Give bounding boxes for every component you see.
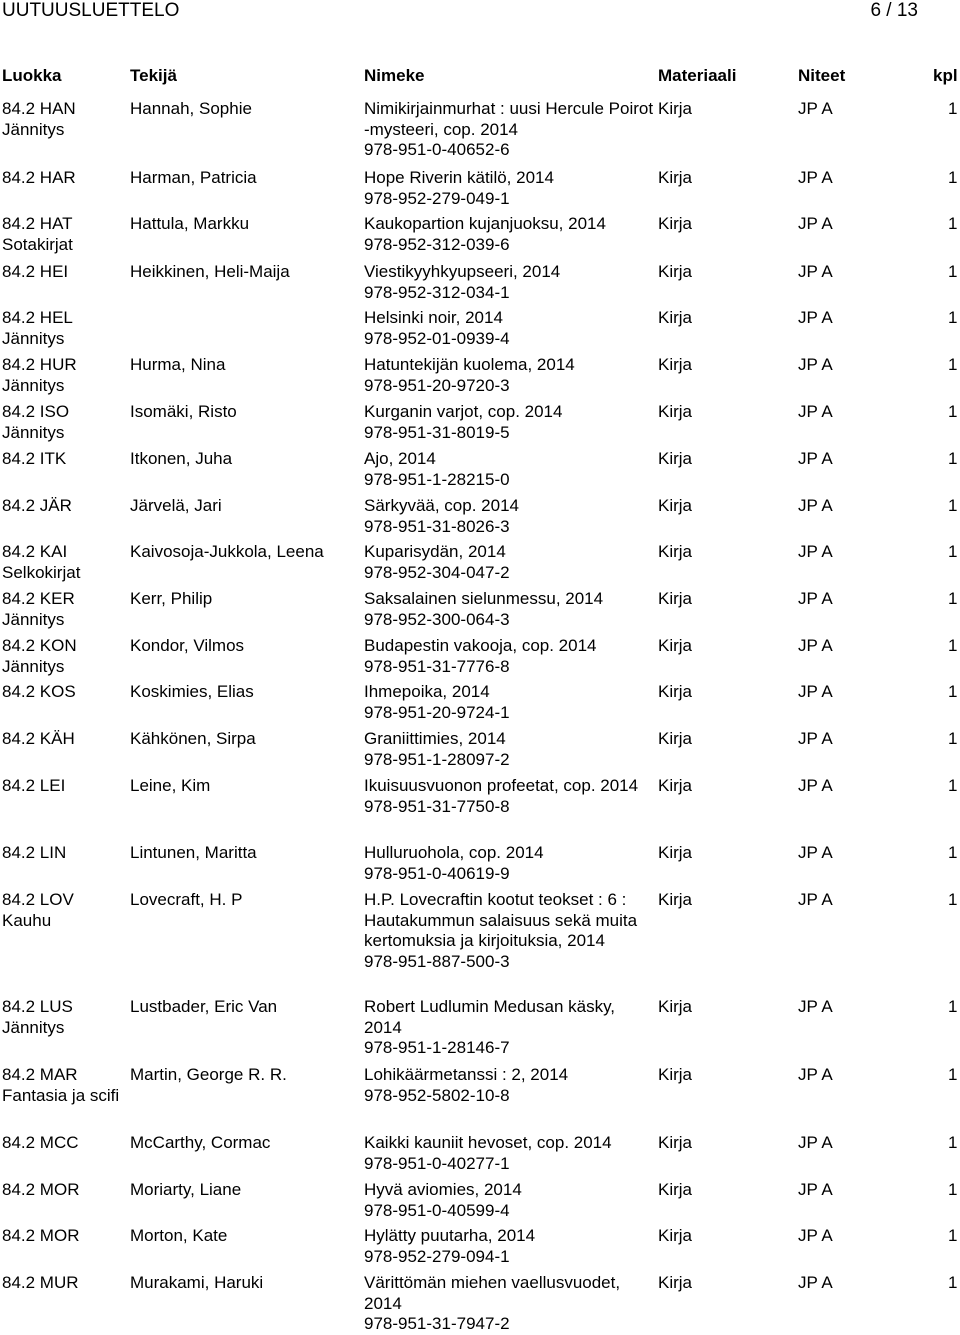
isbn-text: 978-951-0-40652-6	[364, 140, 510, 159]
cell-luokka: 84.2 JÄR	[2, 496, 72, 515]
cell-luokka: 84.2 ITK	[2, 449, 67, 468]
cell-tekija: Isomäki, Risto	[130, 402, 237, 421]
cell-nimeke	[364, 843, 654, 884]
isbn-text: 978-952-304-047-2	[364, 562, 510, 582]
cell-materiaali: Kirja	[658, 496, 693, 515]
cell-materiaali: Kirja	[658, 843, 693, 862]
cell-tekija: Lustbader, Eric Van	[130, 997, 278, 1016]
cell-kpl: 1	[948, 890, 958, 909]
cell-tekija: Heikkinen, Heli-Maija	[130, 262, 290, 281]
cell-nimeke	[364, 682, 654, 723]
title-text: Kuparisydän, 2014	[364, 542, 506, 561]
cell-luokka: 84.2 LIN	[2, 843, 67, 862]
cell-kpl: 1	[948, 402, 958, 421]
cell-luokka: 84.2 MOR	[2, 1226, 80, 1245]
cell-niteet: JP A	[798, 308, 833, 327]
cell-materiaali: Kirja	[658, 214, 693, 233]
cell-materiaali: Kirja	[658, 1065, 693, 1084]
cell-nimeke	[364, 168, 654, 209]
isbn-text: 978-952-279-094-1	[364, 1246, 510, 1266]
cell-niteet: JP A	[798, 997, 833, 1016]
title-text: Ihmepoika, 2014	[364, 682, 490, 701]
cell-nimeke	[364, 1065, 654, 1106]
title-text: Kaukopartion kujanjuoksu, 2014	[364, 214, 606, 233]
cell-kpl: 1	[948, 636, 958, 655]
cell-tekija: Kondor, Vilmos	[130, 636, 245, 655]
cell-luokka: 84.2 KON Jännitys	[2, 636, 77, 676]
title-text: Lohikäärmetanssi : 2, 2014	[364, 1065, 569, 1084]
cell-tekija: Järvelä, Jari	[130, 496, 222, 515]
title-text: Saksalainen sielunmessu, 2014	[364, 589, 604, 608]
cell-materiaali: Kirja	[658, 682, 693, 701]
cell-niteet: JP A	[798, 1273, 833, 1292]
cell-luokka: 84.2 KOS	[2, 682, 76, 701]
cell-tekija: Itkonen, Juha	[130, 449, 233, 468]
cell-luokka: 84.2 HAT Sotakirjat	[2, 214, 73, 254]
cell-materiaali: Kirja	[658, 449, 693, 468]
isbn-text: 978-951-0-40599-4	[364, 1200, 510, 1220]
cell-nimeke	[364, 1273, 654, 1335]
cell-luokka: 84.2 KÄH	[2, 729, 75, 748]
cell-nimeke	[364, 1226, 654, 1267]
cell-kpl: 1	[948, 99, 958, 118]
column-header-kpl: kpl	[933, 66, 958, 85]
cell-niteet: JP A	[798, 496, 833, 515]
cell-kpl: 1	[948, 542, 958, 561]
cell-luokka: 84.2 MAR Fantasia ja scifi	[2, 1065, 120, 1105]
cell-materiaali: Kirja	[658, 99, 693, 118]
cell-niteet: JP A	[798, 729, 833, 748]
cell-nimeke	[364, 449, 654, 490]
cell-kpl: 1	[948, 843, 958, 862]
cell-nimeke	[364, 1180, 654, 1221]
title-text: Särkyvää, cop. 2014	[364, 496, 519, 515]
title-text: Värittömän miehen vaellusvuodet, 2014	[364, 1273, 621, 1313]
cell-luokka: 84.2 HUR Jännitys	[2, 355, 77, 395]
cell-materiaali: Kirja	[658, 589, 693, 608]
cell-kpl: 1	[948, 168, 958, 187]
cell-materiaali: Kirja	[658, 729, 693, 748]
cell-tekija: McCarthy, Cormac	[130, 1133, 271, 1152]
cell-niteet: JP A	[798, 1065, 833, 1084]
cell-materiaali: Kirja	[658, 636, 693, 655]
cell-materiaali: Kirja	[658, 355, 693, 374]
page-counter: 6 / 13	[870, 0, 918, 21]
cell-kpl: 1	[948, 1273, 958, 1292]
cell-luokka: 84.2 MOR	[2, 1180, 80, 1199]
title-text: H.P. Lovecraftin kootut teokset : 6 : Hautakummun salaisuus sekä muita kertomuksia ja kirjoituksia, 2014	[364, 890, 638, 950]
isbn-text: 978-951-31-8019-5	[364, 422, 510, 442]
cell-kpl: 1	[948, 449, 958, 468]
cell-materiaali: Kirja	[658, 776, 693, 795]
isbn-text: 978-951-1-28146-7	[364, 1038, 510, 1057]
isbn-text: 978-951-31-7750-8	[364, 796, 510, 816]
cell-niteet: JP A	[798, 890, 833, 909]
cell-tekija: Morton, Kate	[130, 1226, 228, 1245]
cell-kpl: 1	[948, 682, 958, 701]
cell-kpl: 1	[948, 1180, 958, 1199]
cell-materiaali: Kirja	[658, 1180, 693, 1199]
isbn-text: 978-952-312-039-6	[364, 234, 510, 254]
cell-niteet: JP A	[798, 1133, 833, 1152]
isbn-text: 978-951-1-28097-2	[364, 749, 510, 769]
cell-niteet: JP A	[798, 843, 833, 862]
isbn-text: 978-952-300-064-3	[364, 609, 510, 629]
cell-materiaali: Kirja	[658, 890, 693, 909]
cell-nimeke	[364, 542, 654, 583]
isbn-text: 978-951-31-8026-3	[364, 516, 510, 536]
cell-luokka: 84.2 HEL Jännitys	[2, 308, 73, 348]
title-text: Hatuntekijän kuolema, 2014	[364, 355, 575, 374]
cell-luokka: 84.2 HAN Jännitys	[2, 99, 76, 139]
cell-kpl: 1	[948, 214, 958, 233]
cell-luokka: 84.2 KER Jännitys	[2, 589, 75, 629]
cell-tekija: Moriarty, Liane	[130, 1180, 242, 1199]
cell-niteet: JP A	[798, 776, 833, 795]
title-text: Graniittimies, 2014	[364, 729, 506, 748]
title-text: Robert Ludlumin Medusan käsky, 2014	[364, 997, 616, 1037]
cell-luokka: 84.2 KAI Selkokirjat	[2, 542, 81, 582]
cell-nimeke	[364, 1133, 654, 1174]
cell-materiaali: Kirja	[658, 542, 693, 561]
cell-niteet: JP A	[798, 636, 833, 655]
cell-kpl: 1	[948, 308, 958, 327]
cell-luokka: 84.2 HAR	[2, 168, 76, 187]
isbn-text: 978-951-31-7947-2	[364, 1314, 510, 1333]
cell-kpl: 1	[948, 997, 958, 1016]
isbn-text: 978-951-1-28215-0	[364, 469, 510, 489]
isbn-text: 978-952-312-034-1	[364, 282, 510, 302]
cell-nimeke	[364, 890, 654, 972]
isbn-text: 978-951-20-9720-3	[364, 375, 510, 395]
cell-luokka: 84.2 MUR	[2, 1273, 79, 1292]
cell-tekija: Hannah, Sophie	[130, 99, 252, 118]
cell-nimeke	[364, 262, 654, 303]
cell-materiaali: Kirja	[658, 997, 693, 1016]
title-text: Kurganin varjot, cop. 2014	[364, 402, 563, 421]
cell-kpl: 1	[948, 1133, 958, 1152]
column-header-tekija: Tekijä	[130, 66, 177, 85]
cell-luokka: 84.2 HEI	[2, 262, 69, 281]
title-text: Hyvä aviomies, 2014	[364, 1180, 522, 1199]
cell-tekija: Leine, Kim	[130, 776, 211, 795]
cell-tekija: Hattula, Markku	[130, 214, 250, 233]
cell-materiaali: Kirja	[658, 308, 693, 327]
title-text: Nimikirjainmurhat : uusi Hercule Poirot -mysteeri, cop. 2014	[364, 99, 654, 139]
cell-nimeke	[364, 308, 654, 349]
cell-tekija: Murakami, Haruki	[130, 1273, 264, 1292]
cell-nimeke	[364, 729, 654, 770]
cell-tekija: Lintunen, Maritta	[130, 843, 257, 862]
isbn-text: 978-951-20-9724-1	[364, 702, 510, 722]
cell-tekija: Martin, George R. R.	[130, 1065, 287, 1084]
isbn-text: 978-952-01-0939-4	[364, 328, 510, 348]
title-text: Hulluruohola, cop. 2014	[364, 843, 544, 862]
title-text: Viestikyyhkyupseeri, 2014	[364, 262, 561, 281]
cell-tekija: Hurma, Nina	[130, 355, 226, 374]
cell-niteet: JP A	[798, 99, 833, 118]
cell-tekija: Koskimies, Elias	[130, 682, 254, 701]
cell-nimeke	[364, 355, 654, 396]
cell-luokka: 84.2 ISO Jännitys	[2, 402, 70, 442]
cell-niteet: JP A	[798, 168, 833, 187]
cell-kpl: 1	[948, 1065, 958, 1084]
cell-nimeke	[364, 776, 654, 817]
cell-nimeke	[364, 636, 654, 677]
cell-materiaali: Kirja	[658, 1226, 693, 1245]
cell-materiaali: Kirja	[658, 262, 693, 281]
cell-nimeke	[364, 99, 654, 161]
isbn-text: 978-951-31-7776-8	[364, 656, 510, 676]
title-text: Ikuisuusvuonon profeetat, cop. 2014	[364, 776, 639, 795]
cell-niteet: JP A	[798, 449, 833, 468]
cell-luokka: 84.2 MCC	[2, 1133, 79, 1152]
title-text: Kaikki kauniit hevoset, cop. 2014	[364, 1133, 612, 1152]
isbn-text: 978-951-887-500-3	[364, 951, 510, 971]
cell-materiaali: Kirja	[658, 168, 693, 187]
title-text: Hope Riverin kätilö, 2014	[364, 168, 554, 187]
isbn-text: 978-951-0-40619-9	[364, 863, 510, 883]
column-header-niteet: Niteet	[798, 66, 846, 85]
cell-tekija: Lovecraft, H. P	[130, 890, 243, 909]
cell-niteet: JP A	[798, 682, 833, 701]
cell-tekija: Kähkönen, Sirpa	[130, 729, 256, 748]
cell-materiaali: Kirja	[658, 1273, 693, 1292]
cell-nimeke	[364, 589, 654, 630]
cell-niteet: JP A	[798, 589, 833, 608]
cell-materiaali: Kirja	[658, 1133, 693, 1152]
cell-tekija: Kaivosoja-Jukkola, Leena	[130, 542, 324, 561]
title-text: Helsinki noir, 2014	[364, 308, 503, 327]
cell-kpl: 1	[948, 496, 958, 515]
cell-niteet: JP A	[798, 262, 833, 281]
isbn-text: 978-952-279-049-1	[364, 188, 510, 208]
isbn-text: 978-952-5802-10-8	[364, 1085, 510, 1105]
cell-luokka: 84.2 LUS Jännitys	[2, 997, 73, 1037]
cell-niteet: JP A	[798, 1226, 833, 1245]
cell-kpl: 1	[948, 729, 958, 748]
cell-niteet: JP A	[798, 355, 833, 374]
page-title: UUTUUSLUETTELO	[2, 0, 180, 21]
cell-materiaali: Kirja	[658, 402, 693, 421]
cell-niteet: JP A	[798, 1180, 833, 1199]
cell-kpl: 1	[948, 776, 958, 795]
column-header-materiaali: Materiaali	[658, 66, 737, 85]
cell-kpl: 1	[948, 355, 958, 374]
cell-nimeke	[364, 402, 654, 443]
cell-tekija: Kerr, Philip	[130, 589, 213, 608]
cell-luokka: 84.2 LOV Kauhu	[2, 890, 74, 930]
cell-nimeke	[364, 214, 654, 255]
cell-kpl: 1	[948, 262, 958, 281]
cell-niteet: JP A	[798, 402, 833, 421]
cell-niteet: JP A	[798, 542, 833, 561]
column-header-nimeke: Nimeke	[364, 66, 425, 85]
title-text: Budapestin vakooja, cop. 2014	[364, 636, 597, 655]
cell-niteet: JP A	[798, 214, 833, 233]
table-header	[0, 66, 960, 88]
column-header-luokka: Luokka	[2, 66, 62, 85]
cell-tekija: Harman, Patricia	[130, 168, 257, 187]
title-text: Ajo, 2014	[364, 449, 436, 468]
cell-luokka: 84.2 LEI	[2, 776, 66, 795]
cell-kpl: 1	[948, 1226, 958, 1245]
page-header	[0, 0, 960, 22]
cell-nimeke	[364, 496, 654, 537]
title-text: Hylätty puutarha, 2014	[364, 1226, 536, 1245]
isbn-text: 978-951-0-40277-1	[364, 1153, 510, 1173]
cell-kpl: 1	[948, 589, 958, 608]
cell-nimeke	[364, 997, 654, 1059]
